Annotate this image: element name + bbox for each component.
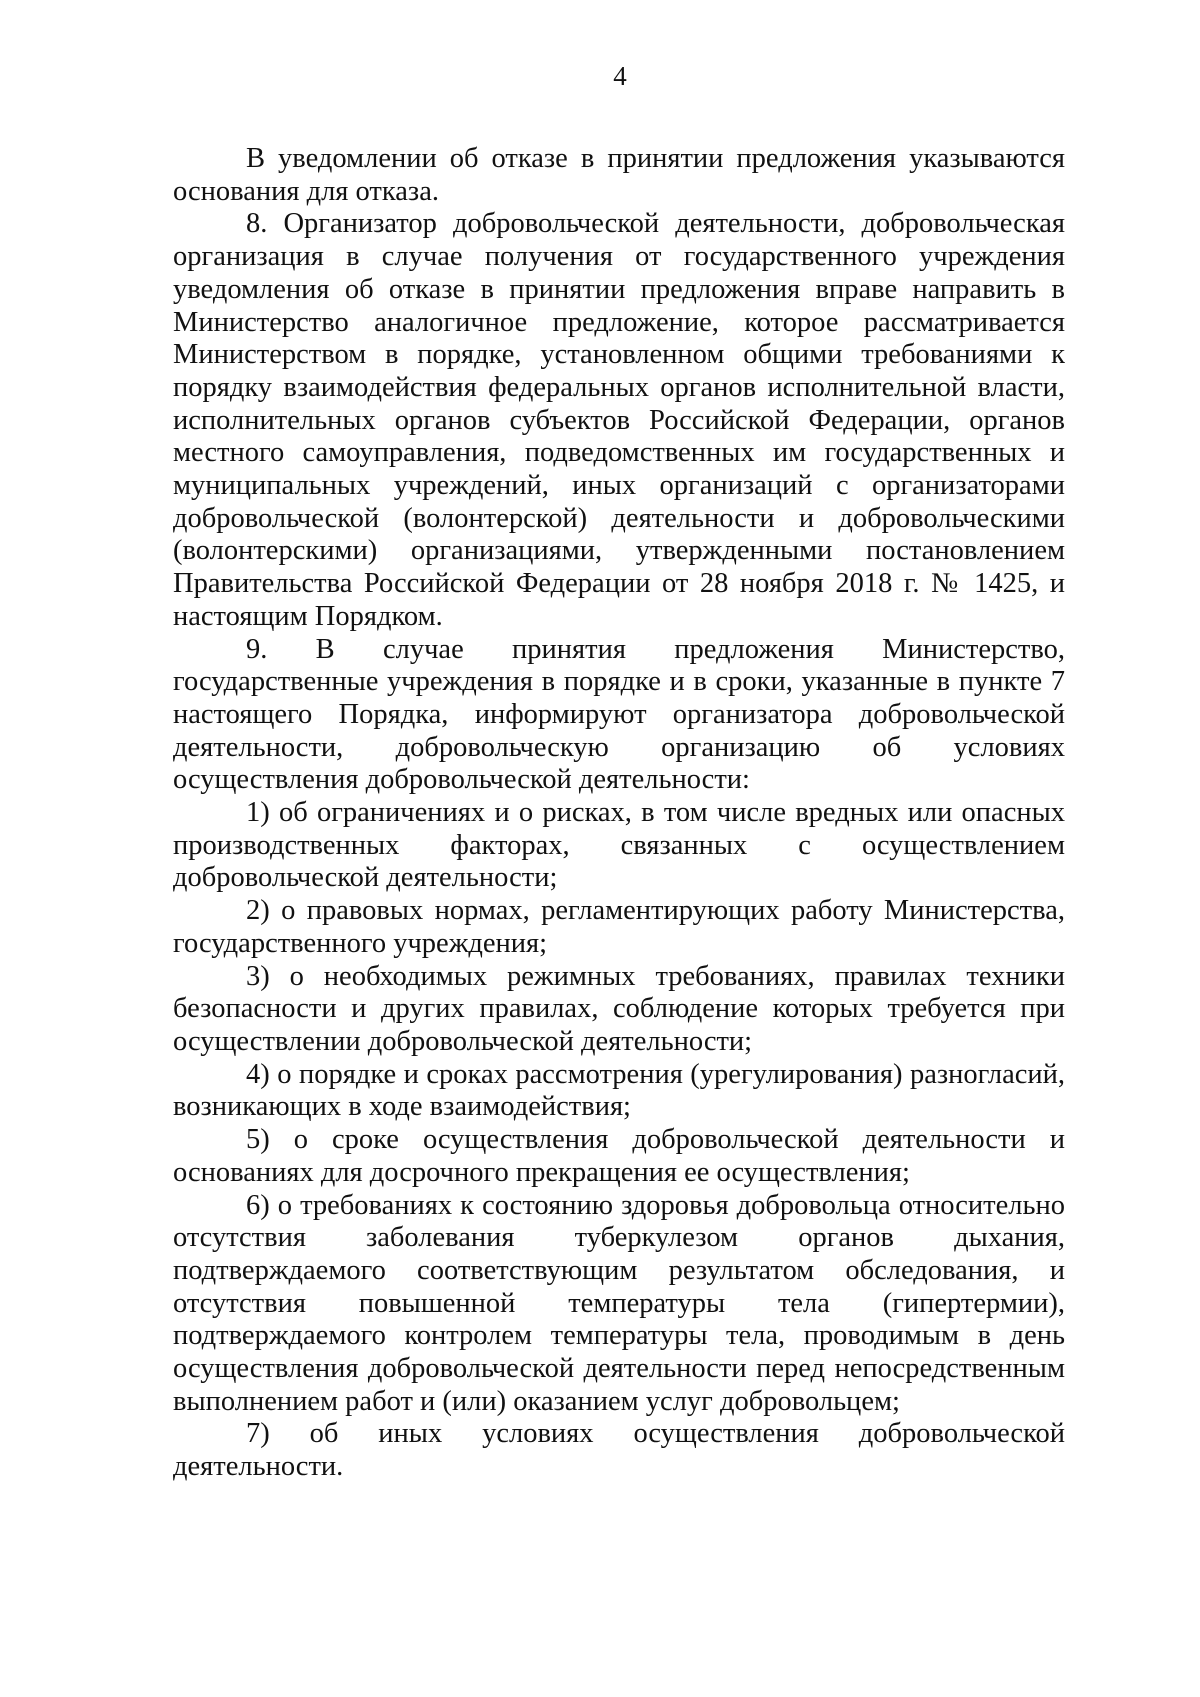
page-number: 4 [613, 61, 627, 91]
list-item-3: 3) о необходимых режимных требованиях, правилах техники безопасности и других правилах, соблюдение которых требуется при осуществлении добровольческой деятельности; [173, 960, 1065, 1057]
list-item-4: 4) о порядке и сроках рассмотрения (урегулирования) разногласий, возникающих в ходе взаимодействия; [173, 1058, 1065, 1123]
document-body [173, 143, 1065, 1484]
paragraph-item-9: 9. В случае принятия предложения Министерство, государственные учреждения в порядке и в сроки, указанные в пункте 7 настоящего Порядка, информируют организатора добровольческой деятельности, добровольческую организацию об условиях осуществления добровольческой деятельности: [173, 633, 1065, 796]
paragraph-refusal-grounds: В уведомлении об отказе в принятии предложения указываются основания для отказа. [173, 143, 1065, 207]
list-item-7: 7) об иных условиях осуществления добровольческой деятельности. [173, 1418, 1065, 1483]
list-item-6: 6) о требованиях к состоянию здоровья добровольца относительно отсутствия заболевания туберкулезом органов дыхания, подтверждаемого соответствующим результатом обследования, и отсутствия повышенной температуры тела (гипертермии), подтверждаемого контролем температуры тела, проводимым в день осуществления добровольческой деятельности перед непосредственным выполнением работ и (или) оказанием услуг добровольцем; [173, 1189, 1065, 1417]
list-item-2: 2) о правовых нормах, регламентирующих работу Министерства, государственного учреждения; [173, 895, 1065, 959]
list-item-5: 5) о сроке осуществления добровольческой деятельности и основаниях для досрочного прекращения ее осуществления; [173, 1124, 1065, 1188]
paragraph-item-8: 8. Организатор добровольческой деятельности, добровольческая организация в случае получения от государственного учреждения уведомления об отказе в принятии предложения вправе направить в Министерство аналогичное предложение, которое рассматривается Министерством в порядке, установленном общими требованиями к порядку взаимодействия федеральных органов исполнительной власти, исполнительных органов субъектов Российской Федерации, органов местного самоуправления, подведомственных им государственных и муниципальных учреждений, иных организаций с организаторами добровольческой (волонтерской) деятельности и добровольческими (волонтерскими) организациями, утвержденными постановлением Правительства Российской Федерации от 28 ноября 2018 г. № 1425, и настоящим Порядком. [173, 208, 1065, 632]
list-item-1: 1) об ограничениях и о рисках, в том числе вредных или опасных производственных факторах, связанных с осуществлением добровольческой деятельности; [173, 797, 1065, 894]
